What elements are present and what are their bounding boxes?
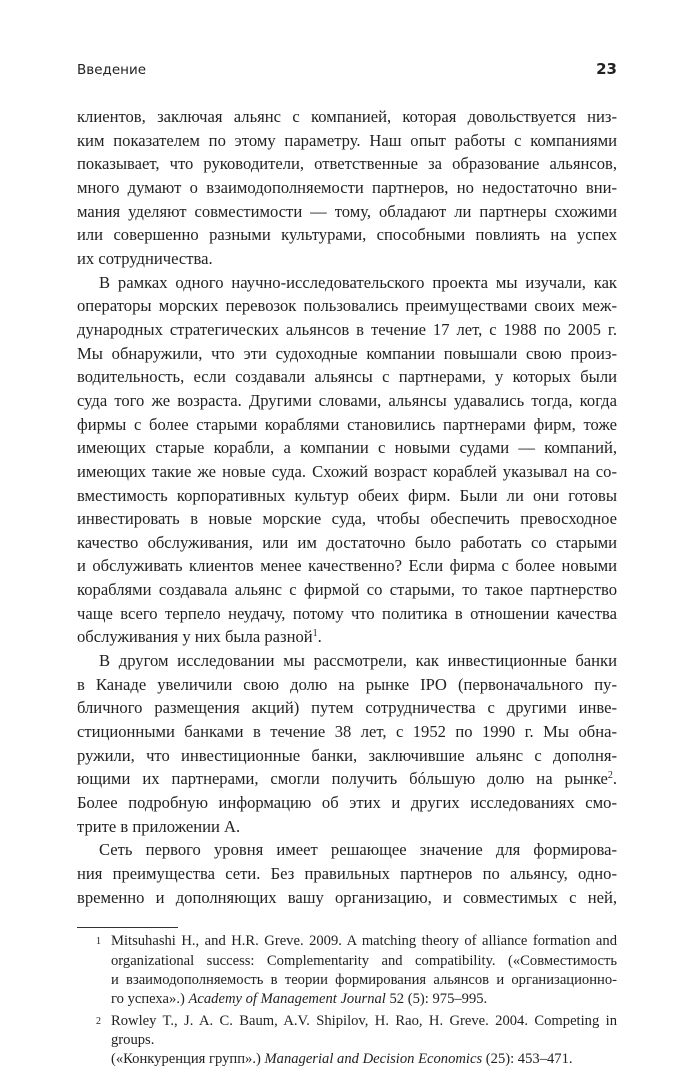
footnote-line — [111, 971, 617, 990]
text-line — [77, 791, 617, 815]
text-line — [77, 649, 617, 673]
paragraph — [77, 105, 617, 271]
text-line — [77, 152, 617, 176]
page-number: 23 — [596, 60, 617, 78]
text-line — [77, 389, 617, 413]
line-text: ким показателем по этому параметру. Наш опыт работы с компаниями — [77, 130, 617, 150]
text-line — [77, 365, 617, 389]
text-line — [77, 886, 617, 910]
text-line — [77, 105, 617, 129]
line-text: имеющих такие же новые суда. Схожий возраст кораблей указывал на со- — [77, 461, 617, 481]
paragraph — [77, 649, 617, 838]
footnote-number: 2 — [96, 1015, 101, 1027]
line-text: водительность, если создавали альянсы с партнерами, у которых были — [77, 367, 617, 387]
line-text: В рамках одного научно-исследовательского проекта мы изучали, как — [99, 272, 617, 292]
line-text: имеющих старые корабли, а компании с новыми судами — компаний, — [77, 438, 617, 458]
text-line — [77, 625, 617, 649]
line-text: их сотрудничества. — [77, 248, 213, 268]
text-line — [77, 200, 617, 224]
line-text: много думают о взаимодополняемости партнеров, но недостаточно вни- — [77, 177, 617, 197]
text-line — [77, 531, 617, 555]
journal-title: Academy of Management Journal — [188, 991, 386, 1008]
line-text: фирмы с более старыми кораблями становились партнерами фирм, тоже — [77, 414, 617, 434]
text-line — [77, 129, 617, 153]
footnote — [77, 1012, 617, 1070]
text-line — [77, 673, 617, 697]
line-text: трите в приложении А. — [77, 816, 241, 836]
text-line — [77, 554, 617, 578]
text-line — [77, 460, 617, 484]
text-line — [77, 602, 617, 626]
footnote-text: 52 (5): 975–995. — [385, 991, 488, 1008]
footnote — [77, 932, 617, 1009]
text-line — [77, 744, 617, 768]
footnote-divider — [77, 927, 178, 928]
text-line — [77, 578, 617, 602]
line-text: в Канаде увеличили свою долю на рынке IPO (первоначального пу- — [77, 674, 617, 694]
footnote-line — [111, 952, 617, 971]
line-text: Сеть первого уровня имеет решающее значение для формирова- — [99, 840, 617, 860]
line-text: чаще всего терпело неудачу, потому что политика в отношении качества — [77, 603, 617, 623]
paragraph — [77, 271, 617, 650]
line-text: суда того же возраста. Другими словами, альянсы удавались тогда, когда — [77, 390, 617, 410]
paragraph — [77, 838, 617, 909]
text-line — [77, 271, 617, 295]
line-text: бличного размещения акций) путем сотрудничества с другими инве- — [77, 698, 617, 718]
line-text: показывает, что руководители, ответственные за образование альянсов, — [77, 154, 617, 174]
line-text: ния преимущества сети. Без правильных партнеров по альянсу, одно- — [77, 864, 617, 883]
line-text: мания уделяют совместимости — тому, обладают ли партнеры схожими — [77, 201, 617, 221]
text-line — [77, 767, 617, 791]
footnote-line — [111, 1050, 617, 1069]
footnote-ref: 1 — [312, 628, 318, 640]
footnote-line — [111, 1012, 617, 1051]
footnote-ref: 2 — [607, 770, 613, 782]
text-line — [77, 342, 617, 366]
footnote-text: Rowley T., J. A. C. Baum, A.V. Shipilov, H. Rao, H. Greve. 2004. Competing in groups. — [111, 1012, 617, 1048]
footnotes — [77, 932, 617, 1069]
line-text: Более подробную информацию об этих и других исследованиях смо- — [77, 793, 617, 813]
footnote-line — [111, 932, 617, 951]
text-line — [77, 815, 617, 839]
footnote-text: (25): 453–471. — [482, 1051, 573, 1068]
footnote-number: 1 — [96, 936, 101, 948]
line-text: В другом исследовании мы рассмотрели, как инвестиционные банки — [99, 651, 617, 671]
footnote-text: Mitsuhashi H., and H.R. Greve. 2009. A matching theory of alliance formation and — [111, 933, 617, 950]
text-line — [77, 176, 617, 200]
line-tail: . — [317, 627, 322, 647]
text-line — [77, 436, 617, 460]
line-text: ющими их партнерами, смогли получить бóльшую долю на рынке — [77, 769, 608, 789]
text-line — [77, 247, 617, 271]
line-text: дународных стратегических альянсов в течение 17 лет, с 1988 по 2005 г. — [77, 319, 617, 339]
line-text: Мы обнаружили, что эти судоходные компании повышали свою произ- — [77, 343, 617, 363]
text-line — [77, 318, 617, 342]
line-text: вместимость корпоративных культур обеих фирм. Были ли они готовы — [77, 485, 617, 505]
running-header-title: Введение — [77, 62, 147, 78]
line-text: инвестировать в новые морские суда, чтобы обеспечить превосходное — [77, 509, 617, 529]
text-line — [77, 223, 617, 247]
text-line — [77, 720, 617, 744]
text-line — [77, 696, 617, 720]
line-text: и обслуживать клиентов менее качественно? Если фирма с более новыми — [77, 556, 617, 576]
text-line — [77, 484, 617, 508]
running-header — [77, 60, 617, 105]
line-text: клиентов, заключая альянс с компанией, которая довольствуется низ- — [77, 107, 617, 126]
text-line — [77, 413, 617, 437]
line-tail: . — [612, 769, 617, 789]
line-text: обслуживания у них была разной — [77, 627, 313, 647]
line-text: кораблями создавала альянс с фирмой со старыми, то такое партнерство — [77, 580, 617, 600]
text-line — [77, 507, 617, 531]
text-line — [77, 838, 617, 862]
footnote-text: и взаимодополняемость в теории формирования альянсов и организационно- — [111, 971, 617, 988]
line-text: временно и дополняющих вашу организацию, и совместимых с ней, — [77, 887, 617, 907]
journal-title: Managerial and Decision Economics — [264, 1051, 483, 1068]
line-text: или совершенно разными культурами, способными повлиять на успех — [77, 225, 617, 245]
footnote-text: го успеха».) — [111, 991, 189, 1008]
line-text: операторы морских перевозок пользовались преимуществами своих меж- — [77, 296, 617, 316]
text-line — [77, 294, 617, 318]
text-line — [77, 862, 617, 886]
line-text: качество обслуживания, или им достаточно было работать со старыми — [77, 532, 617, 552]
footnote-text: organizational success: Complementarity and compatibility. («Совместимость — [111, 952, 617, 969]
body-text — [77, 105, 617, 909]
footnote-text: («Конкуренция групп».) — [111, 1051, 265, 1068]
line-text: ружили, что инвестиционные банки, заключившие альянс с дополня- — [77, 745, 617, 765]
line-text: стиционными банками в течение 38 лет, с 1952 по 1990 г. Мы обна- — [77, 722, 617, 742]
